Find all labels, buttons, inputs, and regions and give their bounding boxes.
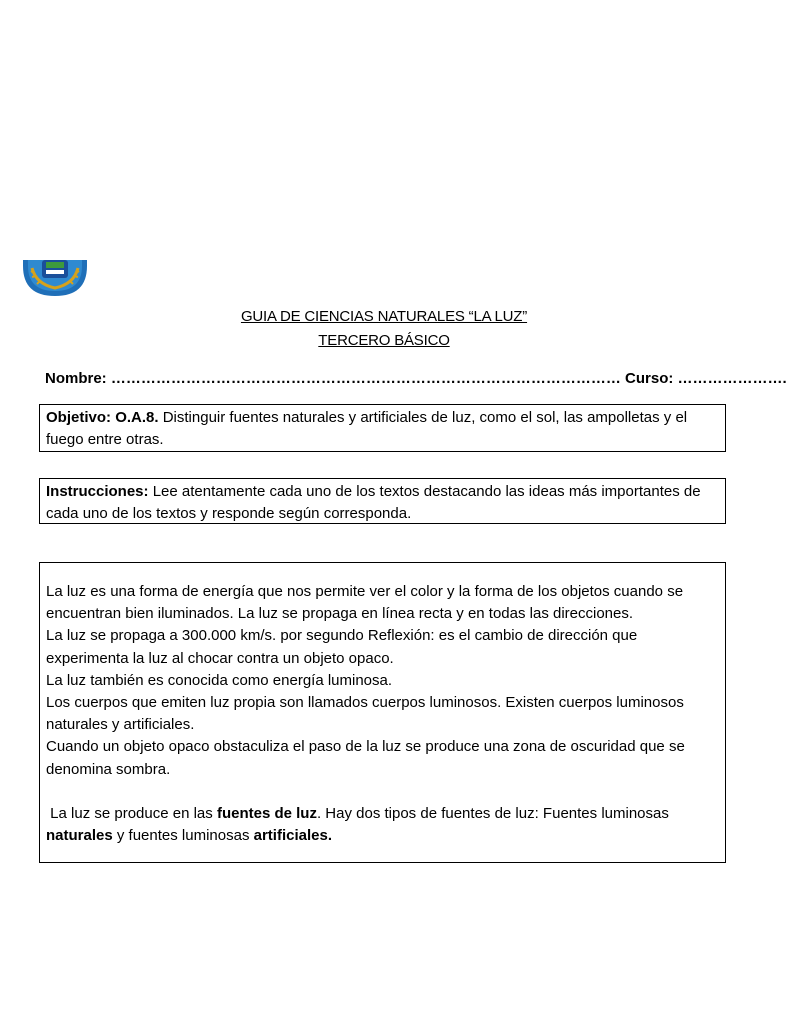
nombre-label: Nombre: xyxy=(45,370,107,387)
objective-code: O.A.8. xyxy=(115,409,159,426)
objective-box xyxy=(39,404,726,452)
student-info-line xyxy=(45,370,787,387)
sources-text-d: uentes luminosas naturales xyxy=(46,804,669,845)
objective-text: Distinguir fuentes naturales y artificiales de luz, como el sol, las ampolletas y el fuego entre otras. xyxy=(46,409,688,448)
instructions-label: Instrucciones: xyxy=(46,483,149,500)
page-title: GUIA DE CIENCIAS NATURALES “LA LUZ” xyxy=(240,308,528,325)
curso-label: Curso: xyxy=(625,370,674,387)
page-subtitle: TERCERO BÁSICO xyxy=(318,332,450,349)
reading-paragraph: Los cuerpos que emiten luz propia son llamados cuerpos luminosos. Existen cuerpos luminosos naturales y artificiales. xyxy=(46,694,684,734)
sources-bold-artificiales: artificiales. xyxy=(253,827,332,845)
curso-blank[interactable]: …………………. xyxy=(677,370,787,387)
sources-text-a: La luz se produce en las xyxy=(46,804,217,822)
instructions-box xyxy=(39,478,726,524)
sources-text-c: . Hay dos tipos de fuentes de luz: F xyxy=(316,804,553,822)
reading-text-box xyxy=(39,562,726,863)
nombre-blank[interactable]: ………………………………………………………………………………………… xyxy=(110,370,621,387)
reading-paragraph: La luz también es conocida como energía luminosa. xyxy=(46,671,393,689)
reading-paragraph-sources xyxy=(46,803,719,847)
reading-paragraph: La luz es una forma de energía que nos permite ver el color y la forma de los objetos cuando se encuentran bien iluminados. La luz se propaga en línea recta y en todas las direcciones. xyxy=(46,583,684,623)
objective-label: Objetivo: xyxy=(46,409,112,426)
sources-bold-fuentes: fuentes de luz xyxy=(216,804,317,822)
instructions-text: Lee atentamente cada uno de los textos destacando las ideas más importantes de cada uno de los textos y responde según corresponda. xyxy=(46,483,701,522)
sources-text-e: y fuentes luminosas xyxy=(112,827,254,845)
reading-paragraph: Cuando un objeto opaco obstaculiza el paso de la luz se produce una zona de oscuridad que se denomina sombra. xyxy=(46,738,685,778)
reading-paragraph: La luz se propaga a 300.000 km/s. por segundo Reflexión: es el cambio de dirección que experimenta la luz al chocar contra un objeto opaco. xyxy=(46,627,638,667)
school-logo xyxy=(22,258,88,298)
